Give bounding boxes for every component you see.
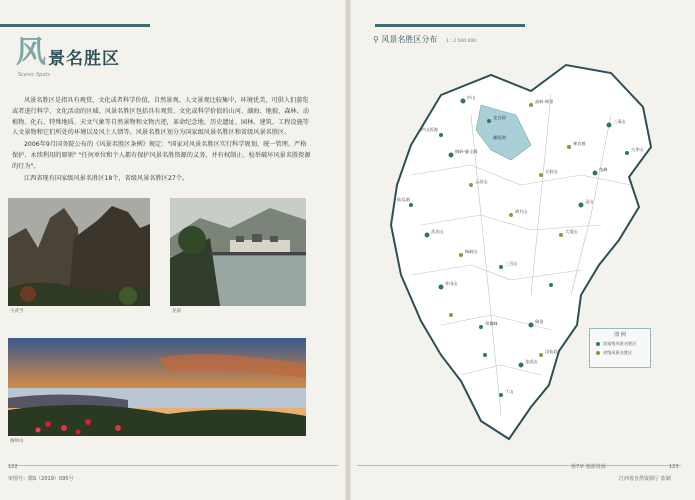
province-map bbox=[381, 55, 661, 445]
paragraph: 江西省现有国家级风景名胜区18个，省级风景名胜区27个。 bbox=[24, 174, 189, 182]
photo-caption: 小武当 bbox=[10, 309, 24, 314]
top-accent-bar bbox=[0, 24, 150, 27]
map-label: 仙女湖 bbox=[397, 197, 410, 202]
map-label: 杨岐山 bbox=[465, 249, 478, 254]
map-scale: 1 : 2 500 000 bbox=[445, 39, 477, 44]
running-head: 第7章 旅游资源 bbox=[571, 464, 606, 470]
map-label: 庐山西海 bbox=[421, 127, 438, 132]
map-label: 高岭-瑶里 bbox=[535, 99, 554, 104]
map-title-text: 风景名胜区分布 bbox=[381, 35, 438, 44]
map-label: 云居山 bbox=[475, 179, 488, 184]
map-label: 龙宫洞 bbox=[493, 115, 506, 120]
map-label: 庐山 bbox=[467, 95, 476, 100]
map-label: 灵山 bbox=[585, 199, 594, 204]
map-title bbox=[373, 34, 476, 45]
map-label: 大茅山 bbox=[631, 147, 644, 152]
map-legend bbox=[589, 328, 651, 368]
page-number: 122 bbox=[8, 464, 18, 470]
map-label: 三清山 bbox=[613, 119, 626, 124]
photo-meilingshan bbox=[8, 338, 306, 436]
photo-longnan bbox=[170, 198, 306, 306]
map-label: 天柱山 bbox=[545, 169, 558, 174]
map-label: 汉仙岩 bbox=[545, 349, 558, 354]
pin-icon: ⚲ bbox=[373, 35, 379, 44]
legend-label: 国家级风景名胜区 bbox=[603, 341, 637, 346]
legend-label: 省级风景名胜区 bbox=[603, 350, 633, 355]
footer-text: 江西省自然资源厅 监制 bbox=[619, 476, 671, 482]
provincial-dot-icon bbox=[596, 351, 600, 355]
legend-item bbox=[596, 341, 650, 347]
map-label: 武功山 bbox=[431, 229, 444, 234]
title-english: Scenic Spots bbox=[18, 72, 50, 78]
left-page bbox=[0, 0, 345, 500]
footer-text: 审图号：赣S（2019）095号 bbox=[8, 476, 74, 482]
national-dot-icon bbox=[596, 342, 600, 346]
map-label: 龟峰 bbox=[599, 167, 608, 172]
paragraph: 风景名胜区是指具有观赏、文化或者科学价值，自然景观、人文景观比较集中，环境优美，可供人们游览或者进行科学、文化活动的区域。风景名胜区包括具有观赏、文化或科学价值的山河、湖海、地貌、森林、动植物、化石、特殊地质、天文气象等自然景物和文物古迹，革命纪念地、历史遗址、园林、建筑、工程设施等人文景物和它们所处的环境以及风土人情等。风景名胜区划分为国家级风景名胜区和省级风景名胜区。 bbox=[12, 97, 309, 137]
map-label: 翠微峰 bbox=[485, 321, 498, 326]
map-label: 鄱阳湖 bbox=[493, 135, 506, 140]
top-accent-bar bbox=[375, 24, 525, 27]
map-label: 井冈山 bbox=[445, 281, 458, 286]
legend-item bbox=[596, 350, 650, 356]
photo-caption: 龙南 bbox=[172, 309, 181, 314]
footer-rule bbox=[8, 465, 338, 466]
photo-caption: 梅岭山 bbox=[10, 439, 24, 444]
body-text bbox=[12, 96, 312, 185]
footer-rule bbox=[357, 465, 681, 466]
page-title: 景名胜区 bbox=[48, 49, 120, 69]
title-char: 风 bbox=[16, 35, 46, 70]
photo-xiaowudang bbox=[8, 198, 150, 306]
map-label: 丫山 bbox=[505, 389, 514, 394]
legend-title: 图 例 bbox=[614, 332, 626, 338]
map-label: 瑞金 bbox=[535, 319, 544, 324]
right-page bbox=[351, 0, 695, 500]
map-label: 梅岭-滕王阁 bbox=[455, 149, 478, 154]
page-number: 123 bbox=[669, 464, 679, 470]
paragraph: 2006年9月国务院公布的《风景名胜区条例》规定："国家对风景名胜区实行科学规划、统一管理、严格保护、永续利用的原则" "任何单位和个人都有保护风景名胜资源的义务，并有权制止、检举破坏风景名胜资源的行为"。 bbox=[12, 141, 311, 170]
map-label: 龙虎山 bbox=[525, 359, 538, 364]
map-label: 三百山 bbox=[505, 261, 518, 266]
map-label: 神农源 bbox=[573, 141, 586, 146]
map-label: 大觉山 bbox=[565, 229, 578, 234]
map-label: 明月山 bbox=[515, 209, 528, 214]
